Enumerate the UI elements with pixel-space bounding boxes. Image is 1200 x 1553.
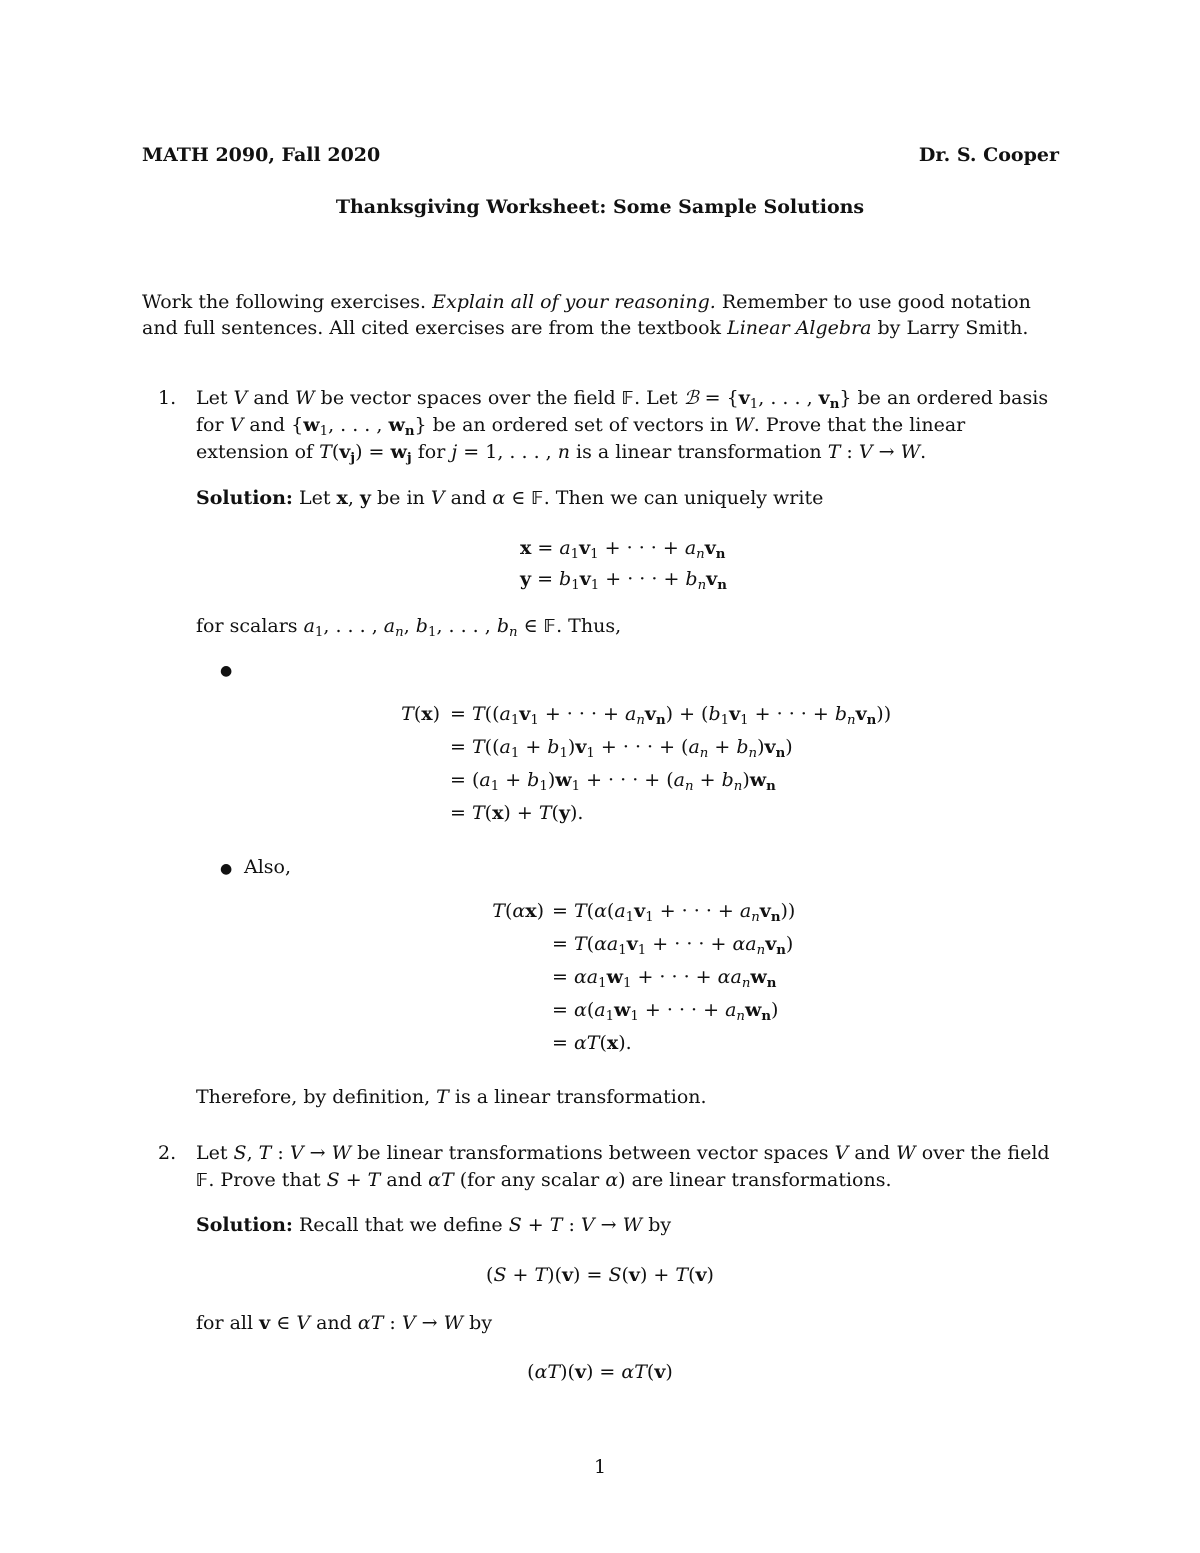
solution-label: Solution:	[196, 487, 293, 509]
page-title: Thanksgiving Worksheet: Some Sample Solutions	[335, 196, 865, 218]
intro-text-2: Remember to use good notation and full sentences. All cited exercises are from the textbook	[142, 291, 1031, 339]
intro-text-1: Work the following exercises.	[142, 291, 433, 313]
intro-emphasis: Explain all of your reasoning.	[432, 291, 716, 313]
scalar-multiple-text: for all v ∈ V and αT : V → W by	[196, 1312, 493, 1334]
equation-sum-definition: (S + T)(v) = S(v) + T(v)	[486, 1264, 714, 1286]
problem-2-statement: Let S, T : V → W be linear transformations between vector spaces V and W over the field 𝔽. Prove that S + T and αT (for any scalar α) are linear transformations.	[196, 1142, 1050, 1191]
course-title: MATH 2090, Fall 2020	[142, 144, 381, 166]
problem-1-solution-intro: Solution: Let x, y be in V and α ∈ 𝔽. Then we can uniquely write	[196, 487, 824, 509]
intro-paragraph	[142, 289, 1060, 341]
problem-2-solution-intro: Solution: Recall that we define S + T : V → W by	[196, 1214, 672, 1236]
bullet-2: ●	[220, 861, 233, 877]
solution-label-2: Solution:	[196, 1214, 293, 1236]
intro-book-title: Linear Algebra	[727, 317, 872, 339]
scalars-text: for scalars $a_1$, . . . , $a_n$, $b_1$, . . . , $b_n$ ∈ 𝔽. Thus,	[196, 615, 622, 640]
instructor-name: Dr. S. Cooper	[918, 144, 1059, 166]
equation-y: $y = b_1v_1$ + · · · + $b_nv_n$	[520, 568, 727, 593]
intro-text-3: by Larry Smith.	[871, 317, 1029, 339]
page-number: 1	[593, 1456, 607, 1478]
equation-x: $x = a_1v_1$ + · · · + $a_nv_n$	[520, 537, 726, 562]
also-label: Also,	[244, 856, 292, 878]
bullet-1: ●	[220, 663, 233, 679]
problem-1-number: 1.	[158, 387, 177, 409]
problem-1-statement: Let V and W be vector spaces over the field 𝔽. Let ℬ = {$v_1$, . . . , $v_n$} be an ordered basis for V and {$w_1$, . . . , $w_n$} be an ordered set of vectors in W. Prove that the linear extension of $T(v_j) = w_j$ for j = 1, . . . , n is a linear transformation T : V → W.	[196, 387, 1049, 466]
problem-2-number: 2.	[158, 1142, 177, 1164]
problem-1-conclusion: Therefore, by definition, T is a linear transformation.	[196, 1086, 707, 1108]
equation-scalar-definition: (αT)(v) = αT(v)	[527, 1361, 673, 1383]
